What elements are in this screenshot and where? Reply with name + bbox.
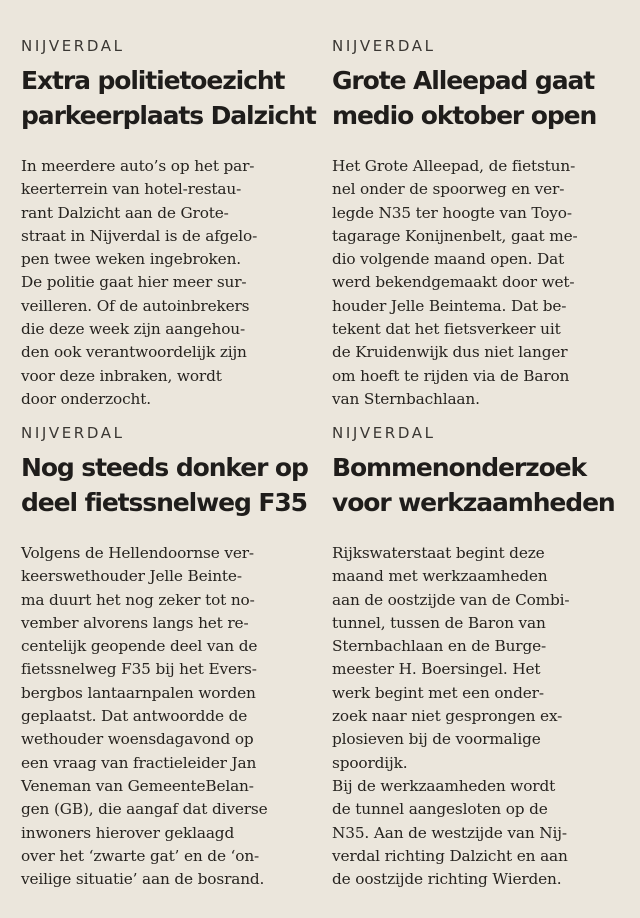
article-kicker: NIJVERDAL — [21, 37, 125, 55]
article-body: In meerdere auto’s op het par- keerterrein van hotel-restau- rant Dalzicht aan de Grote- straat in Nijverdal is de afgelo- pen twee weken ingebroken. De politie gaat hier meer sur- veilleren. Of de autoinbrekers die deze week zijn aangehou- den ook verantwoordelijk zijn voor deze inbraken, wordt door onderzocht. — [21, 157, 258, 408]
article-fietssnelweg-f35 — [21, 422, 321, 891]
article-headline: Grote Alleepad gaat medio oktober open — [332, 66, 597, 130]
article-body: Volgens de Hellendoornse ver- keerswethouder Jelle Beinte- ma duurt het nog zeker tot no- vember alvorens langs het re- centelijk geopende deel van de fietssnelweg F35 bij het Evers- bergbos lantaarnpalen worden geplaatst. Dat antwoordde de wethouder woensdagavond op een vraag van fractieleider Jan Veneman van GemeenteBelan- gen (GB), die aangaf dat diverse inwoners hierover geklaagd over het ‘zwarte gat’ en de ‘on- veilige situatie’ aan de bosrand. — [21, 544, 268, 889]
article-extra-politietoezicht — [21, 35, 321, 411]
article-body: Het Grote Alleepad, de fietstun- nel onder de spoorweg en ver- legde N35 ter hoogte van Toyo- tagarage Konijnenbelt, gaat me- dio volgende maand open. Dat werd bekendgemaakt door wet- houder Jelle Beintema. Dat be- tekent dat het fietsverkeer uit de Kruidenwijk dus niet langer om hoeft te rijden via de Baron van Sternbachlaan. — [332, 157, 578, 408]
article-headline: Extra politietoezicht parkeerplaats Dalzicht — [21, 66, 316, 130]
article-headline: Nog steeds donker op deel fietssnelweg F35 — [21, 453, 308, 517]
article-headline: Bommenonderzoek voor werkzaamheden — [332, 453, 615, 517]
article-kicker: NIJVERDAL — [21, 424, 125, 442]
article-bommenonderzoek — [332, 422, 632, 891]
article-kicker: NIJVERDAL — [332, 424, 436, 442]
article-body: Rijkswaterstaat begint deze maand met werkzaamheden aan de oostzijde van de Combi- tunnel, tussen de Baron van Sternbachlaan en de Burge- meester H. Boersingel. Het werk begint met een onder- zoek naar niet gesprongen ex- plosieven bij de voormalige spoordijk. Bij de werkzaamheden wordt de tunnel aangesloten op de N35. Aan de westzijde van Nij- verdal richting Dalzicht en aan de oostzijde richting Wierden. — [332, 544, 570, 889]
article-grote-alleepad — [332, 35, 632, 411]
article-kicker: NIJVERDAL — [332, 37, 436, 55]
